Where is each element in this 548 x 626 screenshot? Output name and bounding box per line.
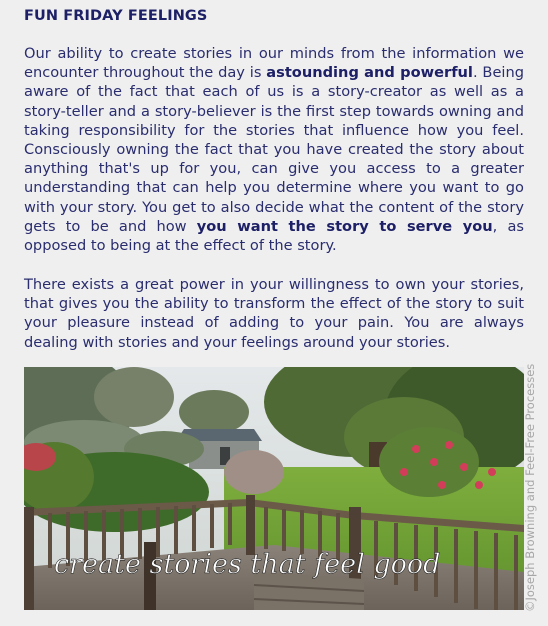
- paragraph-text: . Being aware of the fact that each of us is a story-creator as well as a story-teller and a story-believer is the first step towards owning and taking responsibility for the stories that influence how you feel. Consciously owning the fact that you have created the story about anything that's up for you, can give you access to a greater understanding that can help you determine where you want to go with your story. You get to also decide what the content of the story gets to be and how: [24, 64, 524, 235]
- emphasis-text: astounding and powerful: [266, 64, 473, 82]
- photo-caption: create stories that feel good: [54, 549, 441, 580]
- garden-deck-illustration: [24, 367, 524, 610]
- copyright-credit: ©Joseph Browning and Feel-Free Processes: [523, 363, 537, 612]
- intro-paragraph: [24, 44, 524, 255]
- paragraph-text: Our ability to create stories in our minds from the information we encounter throughout the day is: [24, 45, 524, 82]
- page-title: FUN FRIDAY FEELINGS: [24, 8, 208, 24]
- garden-deck-photo: [24, 367, 524, 610]
- paragraph-text: , as opposed to being at the effect of the story.: [24, 217, 524, 255]
- body-paragraph: There exists a great power in your willingness to own your stories, that gives you the ability to transform the effect of the story to suit your pleasure instead of adding to your pain. You are always dealing with stories and your feelings around your stories.: [24, 276, 524, 351]
- emphasis-text: you want the story to serve you: [196, 217, 493, 235]
